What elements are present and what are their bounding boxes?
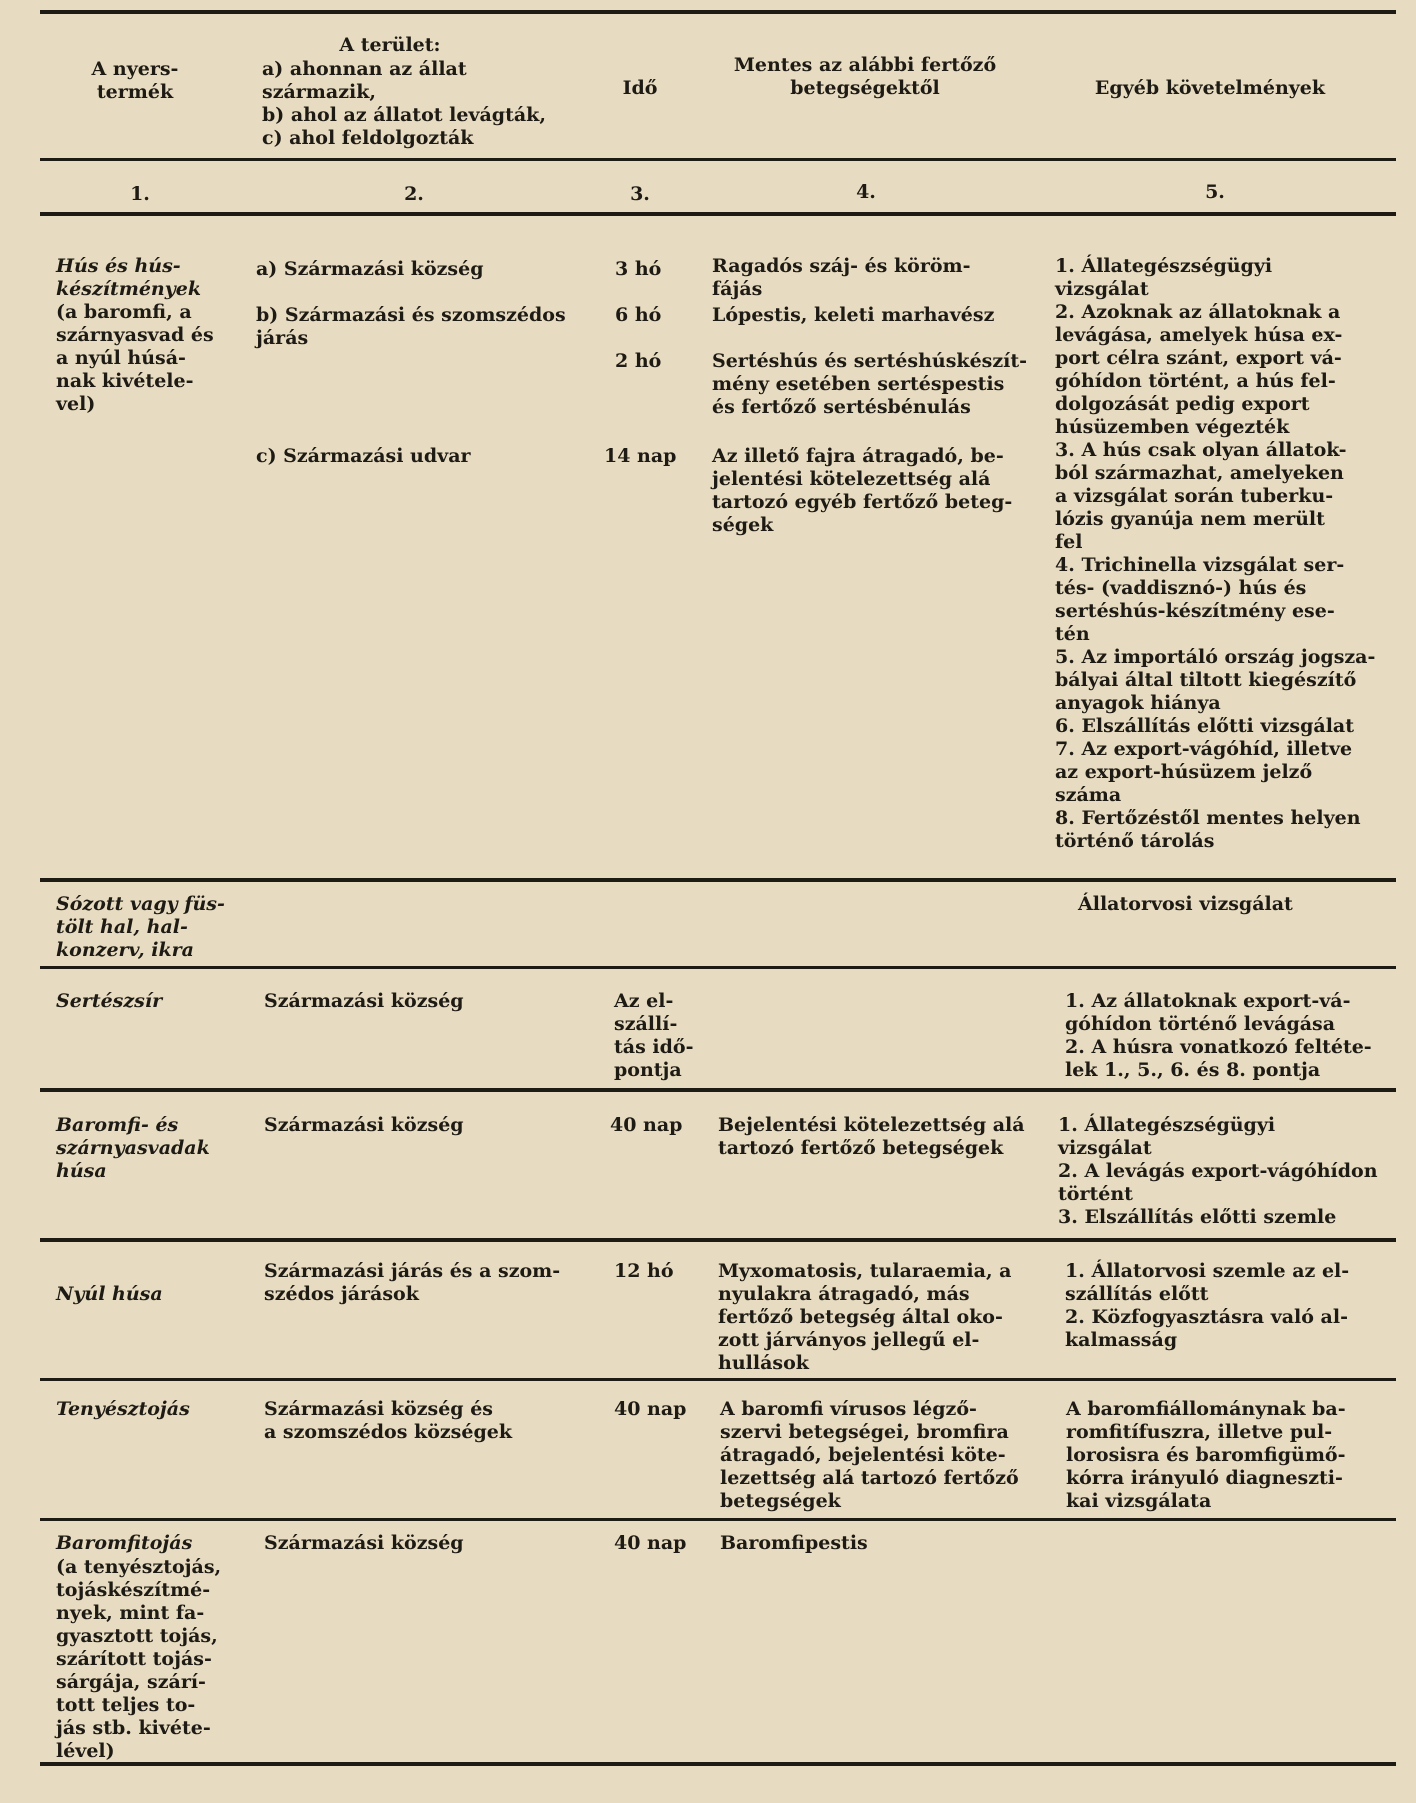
row-hus-product: Hús és hús- készítmények <box>56 255 202 300</box>
col-number-4: 4. <box>856 181 876 203</box>
row-tenyesz-requirements: A baromfiállománynak ba- romfitífuszra, illetve pul- lorosisra és baromfigümő- kórra irányuló diagneszti- kai vizsgálata <box>1066 1398 1346 1512</box>
header-col1: A nyers- termék <box>91 58 179 103</box>
row-hus-area-c: c) Származási udvar <box>256 445 471 467</box>
row-rule-6 <box>40 1518 1396 1521</box>
row-hus-disease-b: Lópestis, keleti marhavész <box>712 304 995 326</box>
row-baromfi-requirements: 1. Állategészségügyi vizsgálat 2. A levágás export-vágóhídon történt 3. Elszállítás előtti szemle <box>1058 1114 1378 1228</box>
row-hal-requirements: Állatorvosi vizsgálat <box>1078 893 1293 915</box>
col-number-5: 5. <box>1205 181 1225 203</box>
row-zsir-product: Sertészsír <box>56 990 163 1012</box>
header-col2-b: b) ahol az állatot levágták, <box>262 104 546 126</box>
row-hus-time-b: 6 hó <box>615 304 662 326</box>
header-col2-title: A terület: <box>339 34 441 56</box>
bottom-rule <box>40 1762 1396 1766</box>
row-tenyesz-time: 40 nap <box>614 1398 687 1420</box>
row-tojas-area: Származási község <box>264 1532 464 1554</box>
col-number-3: 3. <box>630 183 650 205</box>
row-hus-area-b: b) Származási és szomszédos járás <box>256 304 566 349</box>
row-nyul-time: 12 hó <box>614 1260 674 1282</box>
header-rule <box>40 158 1396 161</box>
row-zsir-requirements: 1. Az állatoknak export-vá- góhídon történő levágása 2. A húsra vonatkozó feltéte- lek 1., 5., 6. és 8. pontja <box>1065 990 1372 1081</box>
row-tenyesz-product: Tenyésztojás <box>56 1398 190 1420</box>
row-rule-3 <box>40 1088 1396 1092</box>
row-hus-product-note: (a baromfi, a szárnyasvad és a nyúl húsá- nak kivétele- vel) <box>56 301 214 415</box>
row-nyul-product: Nyúl húsa <box>56 1283 163 1305</box>
row-hus-disease-b2: Sertéshús és sertéshúskészít- mény esetében sertéspestis és fertőző sertésbénulás <box>712 350 1028 418</box>
row-tojas-disease: Baromfipestis <box>720 1532 868 1554</box>
row-tenyesz-area: Származási község és a szomszédos községek <box>264 1398 512 1443</box>
row-hus-disease-c: Az illető fajra átragadó, be- jelentési kötelezettség alá tartozó egyéb fertőző beteg- ségek <box>712 445 1013 536</box>
numbers-rule <box>40 212 1396 216</box>
row-hus-time-c: 14 nap <box>604 445 677 467</box>
row-hus-area-a: a) Származási község <box>256 258 484 280</box>
col-number-2: 2. <box>404 183 424 205</box>
row-baromfi-time: 40 nap <box>610 1114 683 1136</box>
row-nyul-requirements: 1. Állatorvosi szemle az el- szállítás előtt 2. Közfogyasztásra való al- kalmasság <box>1065 1260 1350 1351</box>
row-hal-product: Sózott vagy füs- tölt hal, hal- konzerv, ikra <box>56 893 225 961</box>
row-hus-requirements: 1. Állategészségügyi vizsgálat 2. Azoknak az állatoknak a levágása, amelyek húsa ex- port célra szánt, export vá- góhídon történt, a hús fel- dolgozását pedig export húsüzemben végezték 3. A hús csak olyan állatok- ból származhat, amelyeken a vizsgálat során tuberku- lózis gyanúja nem merült fel 4. Trichinella vizsgálat ser- tés- (vaddisznó-) hús és sertéshús-készítmény ese- tén 5. Az importáló ország jogsza- bályai által tiltott kiegészítő anyagok hiánya 6. Elszállítás előtti vizsgálat 7. Az export-vágóhíd, illetve az export-húsüzem jelző száma 8. Fertőzéstől mentes helyen történő tárolás <box>1055 255 1376 852</box>
row-rule-5 <box>40 1378 1396 1381</box>
header-col2-a: a) ahonnan az állat származik, <box>262 58 467 103</box>
row-tenyesz-disease: A baromfi vírusos légző- szervi betegségei, bromfira átragadó, bejelentési köte- lezettség alá tartozó fertőző betegségek <box>720 1398 1019 1512</box>
row-baromfi-disease: Bejelentési kötelezettség alá tartozó fertőző betegségek <box>718 1114 1025 1159</box>
row-rule-1 <box>40 878 1396 882</box>
col-number-1: 1. <box>130 183 150 205</box>
row-hus-time-a: 3 hó <box>615 258 662 280</box>
row-nyul-area: Származási járás és a szom- szédos járások <box>264 1260 561 1305</box>
row-tojas-product: Baromfitojás <box>56 1532 193 1554</box>
row-baromfi-area: Származási község <box>264 1114 464 1136</box>
row-rule-4 <box>40 1238 1396 1242</box>
header-col5: Egyéb követelmények <box>1094 77 1326 99</box>
top-rule <box>40 10 1396 14</box>
row-tojas-time: 40 nap <box>614 1532 687 1554</box>
row-tojas-product-note: (a tenyésztojás, tojáskészítmé- nyek, mint fa- gyasztott tojás, szárított tojás- sárgája, szárí- tott teljes to- jás stb. kivéte- lével) <box>56 1556 222 1762</box>
row-hus-disease-a: Ragadós száj- és köröm- fájás <box>712 255 971 300</box>
row-zsir-time: Az el- szállí- tás idő- pontja <box>614 990 694 1081</box>
row-zsir-area: Származási község <box>264 990 464 1012</box>
row-rule-2 <box>40 966 1396 969</box>
header-col2-c: c) ahol feldolgozták <box>262 127 474 149</box>
header-col4: Mentes az alábbi fertőző betegségektől <box>733 54 997 99</box>
row-hus-time-b2: 2 hó <box>615 350 662 372</box>
header-col3: Idő <box>622 77 658 99</box>
row-nyul-disease: Myxomatosis, tularaemia, a nyulakra átragadó, más fertőző betegség által oko- zott járványos jellegű el- hullások <box>718 1260 1012 1374</box>
row-baromfi-product: Baromfi- és szárnyasvadak húsa <box>56 1114 210 1182</box>
